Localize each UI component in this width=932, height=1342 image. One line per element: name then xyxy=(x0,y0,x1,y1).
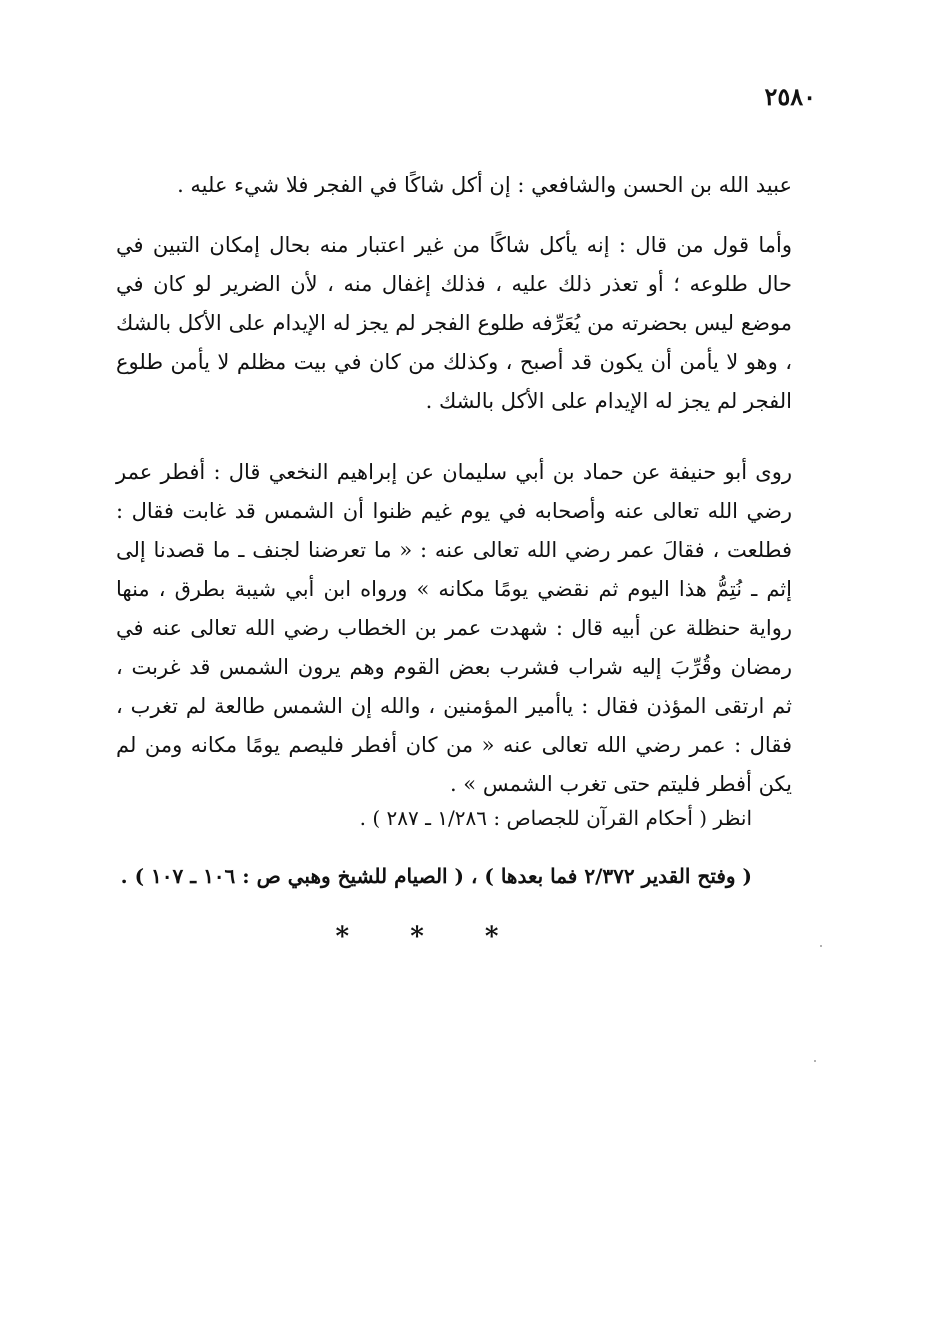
scan-speck xyxy=(814,1060,816,1062)
reference-ahkam: انظر ( أحكام القرآن للجصاص : ١/٢٨٦ ـ ٢٨٧ ) . xyxy=(359,806,752,830)
section-separator: * * * xyxy=(335,922,525,952)
reference-fath-al-qadir: ( وفتح القدير ٢/٣٧٢ فما بعدها ) ، ( الصيام للشيخ وهبي ص : ١٠٦ ـ ١٠٧ ) . xyxy=(120,864,752,888)
paragraph-2: وأما قول من قال : إنه يأكل شاكًا من غير اعتبار منه بحال إمكان التبين في حال طلوعه ؛ أو تعذر ذلك عليه ، فذلك إغفال منه ، لأن الضرير لو كان في موضع ليس بحضرته من يُعَرِّفه طلوع الفجر لم يجز له الإيدام على الأكل بالشك ، وهو لا يأمن أن يكون قد أصبح ، وكذلك من كان في بيت مظلم لا يأمن طلوع الفجر لم يجز له الإيدام على الأكل بالشك . xyxy=(116,233,792,413)
paragraph-3: روى أبو حنيفة عن حماد بن أبي سليمان عن إبراهيم النخعي قال : أفطر عمر رضي الله تعالى عنه وأصحابه في يوم غيم ظنوا أن الشمس قد غابت فقال : فطلعت ، فقالَ عمر رضي الله تعالى عنه : « ما تعرضنا لجنف ـ ما قصدنا إلى إثم ـ نُتِمُّ هذا اليوم ثم نقضي يومًا مكانه » ورواه ابن أبي شيبة بطرق ، منها رواية حنظلة عن أبيه قال : شهدت عمر بن الخطاب رضي الله تعالى عنه في رمضان وقُرِّبَ إليه شراب فشرب بعض القوم وهم يرون الشمس قد غربت ، ثم ارتقى المؤذن فقال : ياأمير المؤمنين ، والله إن الشمس طالعة لم تغرب ، فقال : عمر رضي الله تعالى عنه « من كان أفطر فليصم يومًا مكانه ومن لم يكن أفطر فليتم حتى تغرب الشمس » . xyxy=(116,460,792,796)
paragraph-1: عبيد الله بن الحسن والشافعي : إن أكل شاكًا في الفجر فلا شيء عليه . xyxy=(177,173,792,197)
scan-speck xyxy=(820,945,822,947)
page-number: ٢٥٨٠ xyxy=(764,82,816,111)
